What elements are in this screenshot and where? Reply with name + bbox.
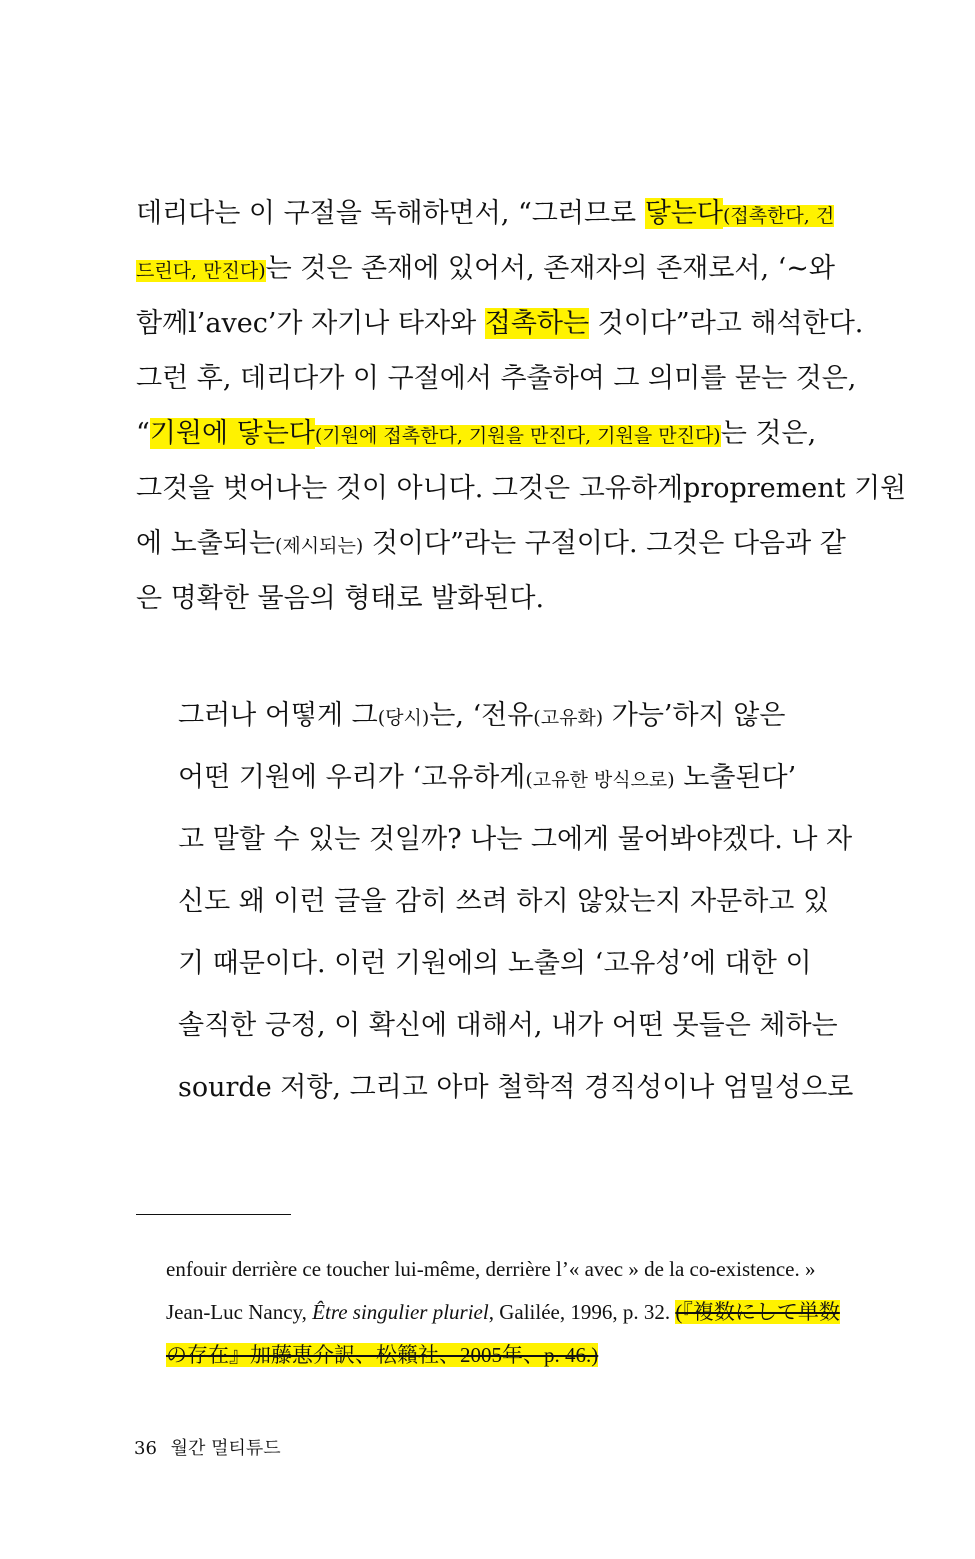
- body-paragraph: [136, 186, 907, 626]
- footnote-line: enfouir derrière ce toucher lui-même, derrière l’« avec » de la co-existence. »: [166, 1257, 816, 1281]
- quote-line: 기 때문이다. 이런 기원에의 노출의 ‘고유성’에 대한 이: [178, 948, 812, 979]
- footnote: [166, 1248, 846, 1377]
- quote-line: sourde 저항, 그리고 아마 철학적 경직성이나 엄밀성으로: [178, 1072, 854, 1103]
- quote-line: 솔직한 긍정, 이 확신에 대해서, 내가 어떤 못들은 체하는: [178, 1010, 838, 1041]
- body-line: 드린다, 만진다)는 것은 존재에 있어서, 존재자의 존재로서, ‘~와: [136, 253, 835, 284]
- quote-line: 어떤 기원에 우리가 ‘고유하게(고유한 방식으로) 노출된다’: [178, 762, 797, 793]
- page-number: 36: [134, 1438, 157, 1459]
- body-line: 함께l’avec’가 자기나 타자와 접촉하는 것이다”라고 해석한다.: [136, 308, 864, 339]
- body-line: “기원에 닿는다(기원에 접촉한다, 기원을 만진다, 기원을 만진다)는 것은,: [136, 418, 817, 449]
- footnote-separator: [136, 1214, 291, 1215]
- publication-name: 월간 멀티튜드: [170, 1438, 281, 1459]
- book-title: Être singulier pluriel: [312, 1300, 489, 1324]
- quote-line: 고 말할 수 있는 것일까? 나는 그에게 물어봐야겠다. 나 자: [178, 824, 853, 855]
- block-quote: [178, 685, 854, 1119]
- japanese-citation: (『複数にして単数: [675, 1300, 840, 1324]
- footnote-line: Jean-Luc Nancy, Être singulier pluriel, Galilée, 1996, p. 32. (『複数にして単数: [166, 1300, 840, 1324]
- quote-line: 그러나 어떻게 그(당시)는, ‘전유(고유화) 가능’하지 않은: [178, 700, 786, 731]
- japanese-citation: の存在』加藤恵介訳、松籟社、2005年、p. 46.): [166, 1343, 599, 1367]
- body-line: 데리다는 이 구절을 독해하면서, “그러므로 닿는다(접촉한다, 건: [136, 198, 835, 229]
- footnote-line: [166, 1334, 846, 1377]
- body-line: 에 노출되는(제시되는) 것이다”라는 구절이다. 그것은 다음과 같: [136, 528, 846, 559]
- page-footer: [134, 1434, 281, 1460]
- quote-line: 신도 왜 이런 글을 감히 쓰려 하지 않았는지 자문하고 있: [178, 886, 830, 917]
- body-line: 은 명확한 물음의 형태로 발화된다.: [136, 583, 545, 614]
- body-line: 그런 후, 데리다가 이 구절에서 추출하여 그 의미를 묻는 것은,: [136, 363, 857, 394]
- body-line: 그것을 벗어나는 것이 아니다. 그것은 고유하게proprement 기원: [136, 473, 907, 504]
